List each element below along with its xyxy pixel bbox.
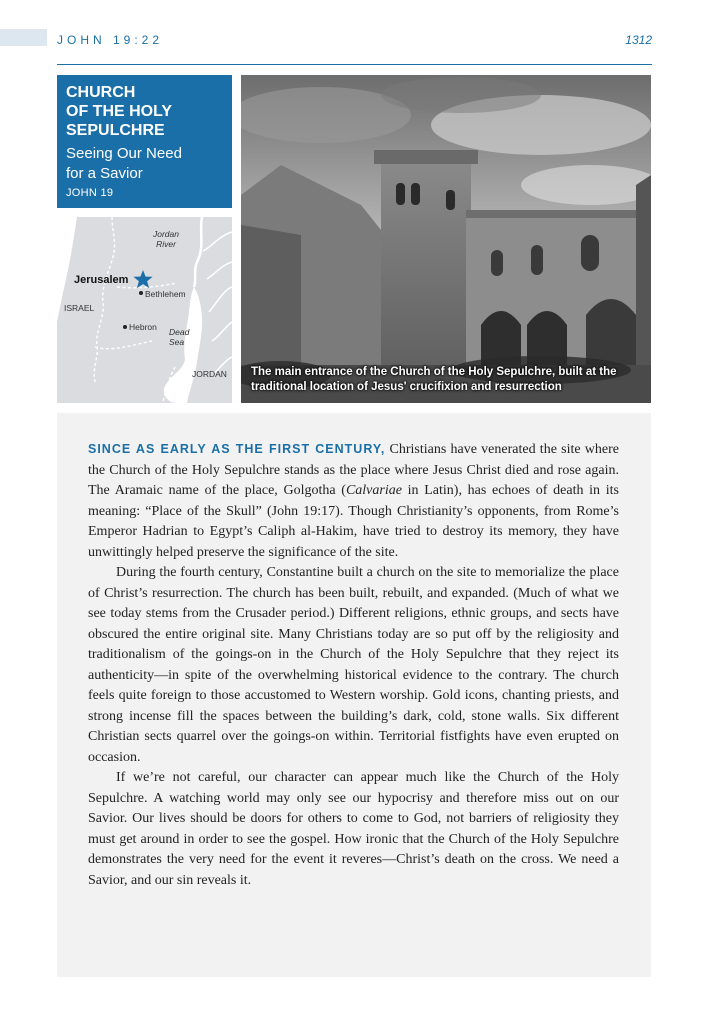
map-label-bethlehem: Bethlehem [145,289,186,299]
title-box [57,75,232,208]
article-paragraph-2: During the fourth century, Constantine built a church on the site to memorialize the place of Christ’s resurrection. The church has been built, rebuilt, and expanded. (Much of what we see today stems from the Crusader period.) Different religions, ethnic groups, and sects have obscured the entire original site. Many Christians today are so put off by the religiosity and traditionalism of the goings-on in the Church of the Holy Sepulchre that they reject its authenticity—in spite of the overwhelming historical evidence to the contrary. The church feels quite foreign to those accustomed to Western worship. Gold icons, chanting priests, and strong incense fill the spaces between the building’s dark, cold, stone walls. Six different Christian sects quarrel over the goings-on within. Territorial fistfights have even erupted on occasion. [88,565,619,765]
feature-subtitle: Seeing Our Need for a Savior [66,145,182,182]
church-photo [241,75,651,403]
article-p1-part-a: Christians have venerated the site where the Church of the Holy Sepulchre stands as the place where Jesus Christ died and rose again. The Aramaic name of the place, Golgotha ( [88,442,620,498]
map-label-dead-sea: Dead Sea [169,327,190,347]
map-label-israel: ISRAEL [64,303,95,313]
church-illustration [241,75,651,403]
article-body [88,439,619,891]
article-paragraph-1 [88,439,619,563]
photo-caption: The main entrance of the Church of the Holy Sepulchre, built at the traditional location of Jesus' crucifixion and resurrection [251,366,617,393]
running-head: JOHN 19:22 [57,33,164,47]
map-label-jordan: JORDAN [192,369,227,379]
feature-title: CHURCH OF THE HOLY SEPULCHRE [66,84,173,139]
article-p1-part-b: in Latin), has echoes of death in its meaning: “Place of the Skull” (John 19:17). Though Christianity’s opponents, from Rome’s Emperor Hadrian to Egypt’s Caliph al-Hakim, have tried to destroy its memory, they have unwittingly helped preserve the significance of the site. [88,483,619,560]
jerusalem-star-icon [133,270,152,288]
article-lead-in: SINCE AS EARLY AS THE FIRST CENTURY, [88,442,386,456]
map-label-hebron: Hebron [129,322,157,332]
map-label-jerusalem: Jerusalem [74,274,129,286]
article-panel [57,413,651,977]
article-paragraph-3: If we’re not careful, our character can appear much like the Church of the Holy Sepulchre. A watching world may only see our hypocrisy and therefore miss out on our Savior. Our lives should be doors for others to come to God, not barriers of religiosity they must get around in order to see the gospel. How ironic that the Church of the Holy Sepulchre demonstrates the very need for the event it reveres—Christ’s death on the cross. We need a Savior, and our sin reveals it. [88,770,619,888]
location-map [57,217,232,403]
feature-reference: JOHN 19 [66,187,114,199]
article-p1-italic: Calvariae [345,483,402,498]
page-tab-marker [0,29,47,46]
header-rule [57,64,652,65]
map-label-jordan-river: Jordan River [153,229,179,249]
page-number: 1312 [625,33,652,47]
